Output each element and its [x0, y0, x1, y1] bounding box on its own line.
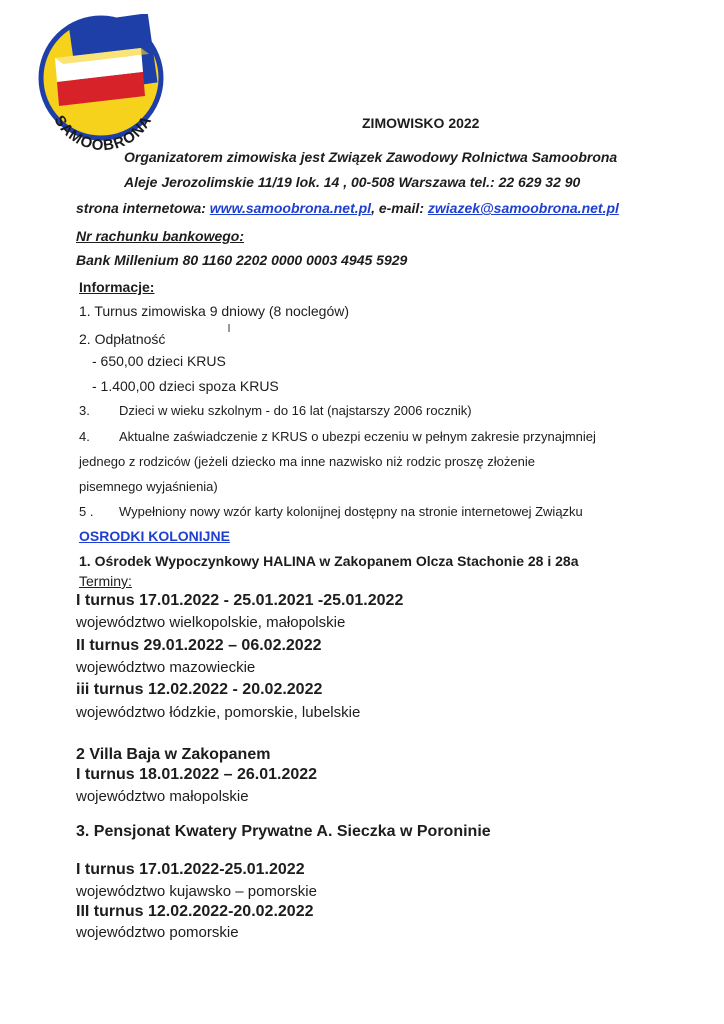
email-link[interactable]: zwiazek@samoobrona.net.pl [427, 200, 619, 216]
center-1-term-1: I turnus 17.01.2022 - 25.01.2021 -25.01.2022 [76, 592, 404, 609]
info-item-4-num: 4. [79, 429, 90, 444]
center-3-term-1: I turnus 17.01.2022-25.01.2022 [76, 861, 305, 878]
email-label: , e-mail: [371, 200, 428, 216]
center-1-term-2: II turnus 29.01.2022 – 06.02.2022 [76, 637, 322, 654]
center-1-region-3: województwo łódzkie, pomorskie, lubelskie [76, 704, 361, 721]
price-krus: - 650,00 dzieci KRUS [92, 353, 226, 369]
center-3-region-1: województwo kujawsko – pomorskie [76, 883, 317, 900]
website-label: strona internetowa: [76, 200, 210, 216]
center-3-name: 3. Pensjonat Kwatery Prywatne A. Sieczka w Poroninie [76, 823, 491, 840]
contact-line [76, 200, 619, 216]
info-item-2: 2. Odpłatność [79, 331, 166, 347]
info-heading: Informacje: [79, 279, 155, 295]
center-2-term-1: I turnus 18.01.2022 – 26.01.2022 [76, 766, 318, 783]
info-item-5-num: 5 . [79, 504, 94, 519]
price-non-krus: - 1.400,00 dzieci spoza KRUS [92, 378, 279, 394]
logo-text: SAMOOBRONA [50, 112, 156, 154]
info-item-3: Dzieci w wieku szkolnym - do 16 lat (najstarszy 2006 rocznik) [119, 403, 472, 418]
center-2-region-1: województwo małopolskie [76, 788, 249, 805]
address-line: Aleje Jerozolimskie 11/19 lok. 14 , 00-508 Warszawa tel.: 22 629 32 90 [124, 174, 581, 190]
center-3-region-2: województwo pomorskie [76, 924, 239, 941]
info-item-5: Wypełniony nowy wzór karty kolonijnej dostępny na stronie internetowej Związku [119, 504, 583, 519]
samoobrona-logo [37, 14, 165, 154]
centers-heading: OSRODKI KOLONIJNE [79, 528, 230, 544]
organizer-line: Organizatorem zimowiska jest Związek Zawodowy Rolnictwa Samoobrona [124, 149, 618, 165]
info-item-3-num: 3. [79, 403, 90, 418]
document-title: ZIMOWISKO 2022 [362, 115, 480, 131]
center-2-name: 2 Villa Baja w Zakopanem [76, 746, 271, 763]
center-3-term-2: III turnus 12.02.2022-20.02.2022 [76, 903, 314, 920]
center-1-name: 1. Ośrodek Wypoczynkowy HALINA w Zakopanem Olcza Stachonie 28 i 28a [79, 553, 579, 569]
center-1-region-2: województwo mazowieckie [76, 659, 256, 676]
info-item-4-line-1: Aktualne zaświadczenie z KRUS o ubezpi eczeniu w pełnym zakresie przynajmniej [119, 429, 596, 444]
terms-label: Terminy: [79, 573, 132, 589]
info-item-4-line-3: pisemnego wyjaśnienia) [79, 479, 218, 494]
scan-mark [228, 324, 230, 332]
account-number: Bank Millenium 80 1160 2202 0000 0003 4945 5929 [76, 252, 408, 268]
info-item-1: 1. Turnus zimowiska 9 dniowy (8 noclegów) [79, 303, 350, 319]
center-1-region-1: województwo wielkopolskie, małopolskie [76, 614, 346, 631]
account-heading: Nr rachunku bankowego: [76, 228, 245, 244]
website-link[interactable]: www.samoobrona.net.pl [209, 200, 372, 216]
info-item-4-line-2: jednego z rodziców (jeżeli dziecko ma inne nazwisko niż rodzic proszę złożenie [79, 454, 535, 469]
center-1-term-3: iii turnus 12.02.2022 - 20.02.2022 [76, 681, 323, 698]
